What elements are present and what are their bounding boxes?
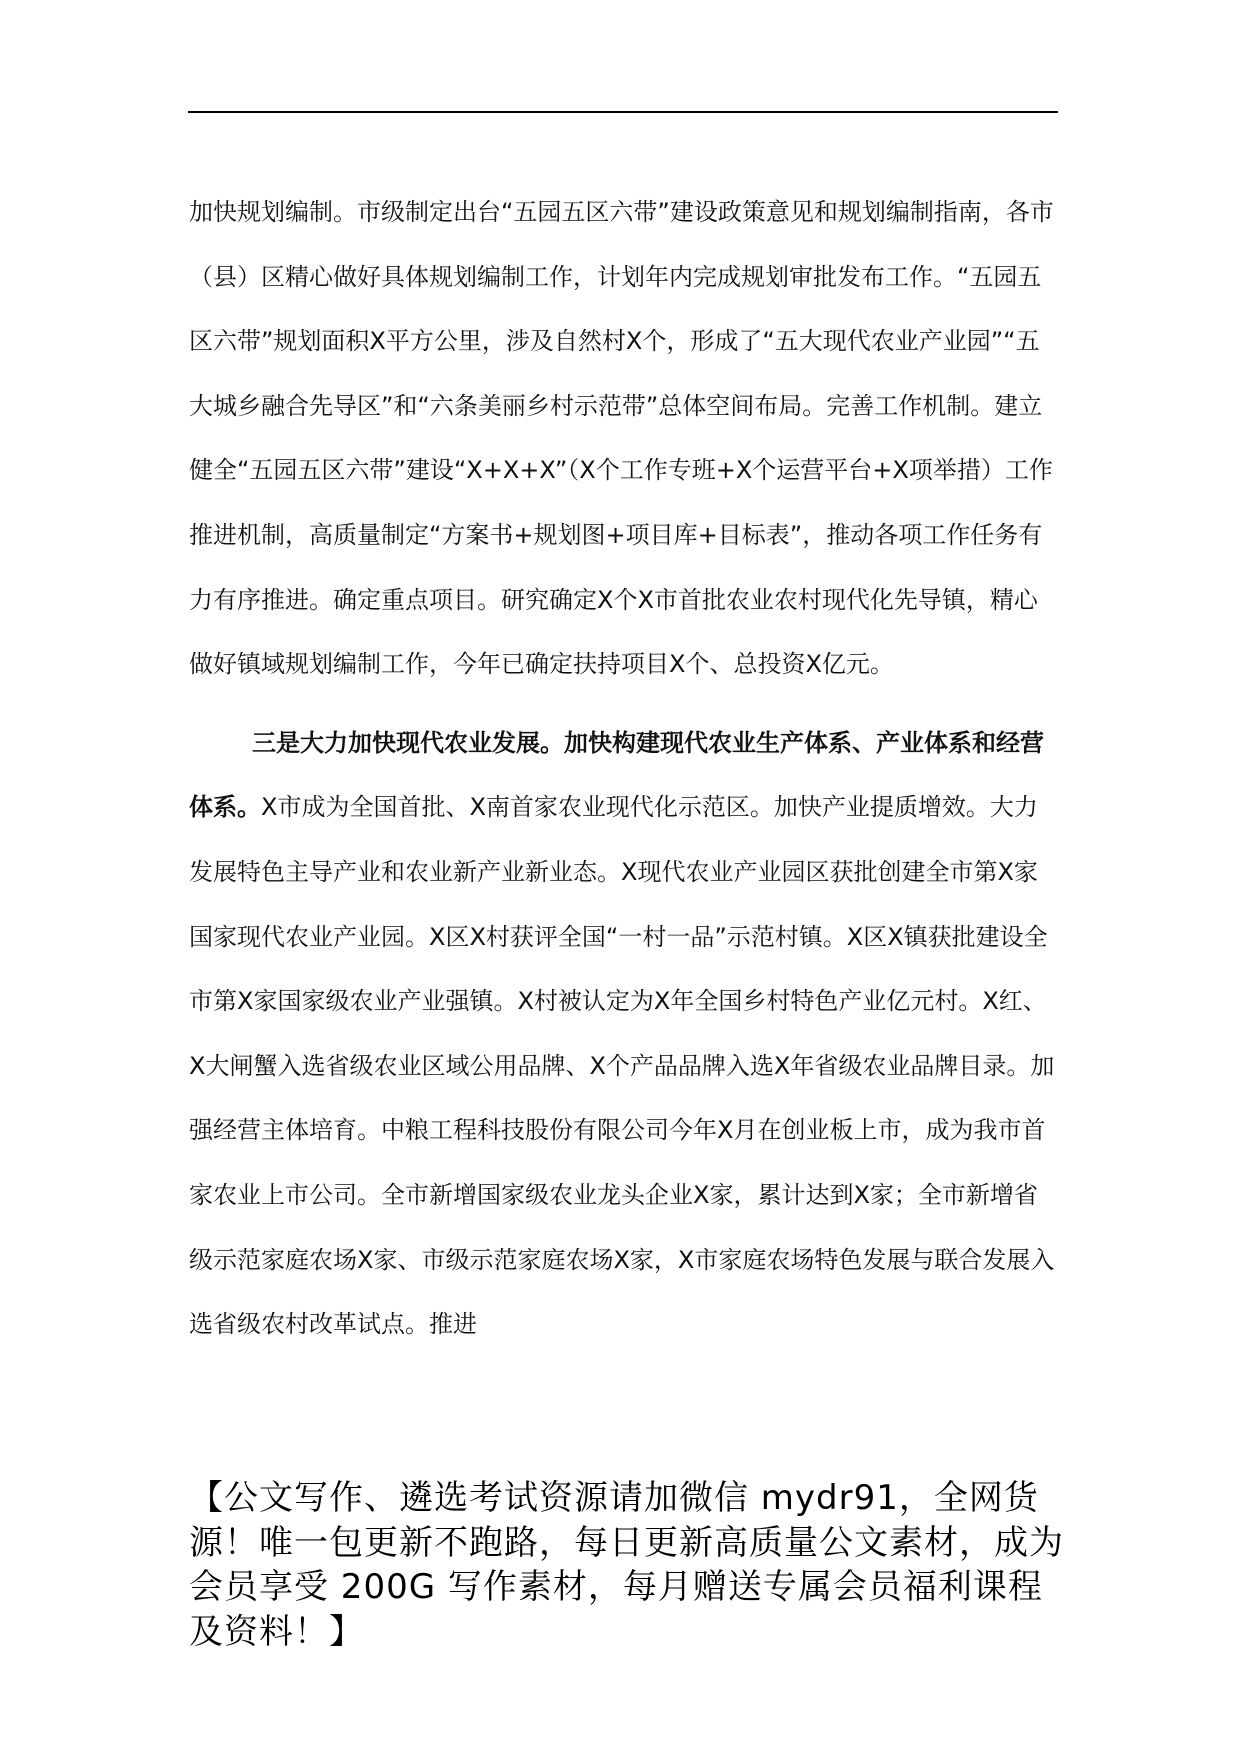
paragraph-2-text: X市成为全国首批、X南首家农业现代化示范区。加快产业提质增效。大力发展特色主导产业和农业新产业新业态。X现代农业产业园区获批创建全市第X家国家现代农业产业园。X区X村获评全国“一村一品”示范村镇。X区X镇获批建设全市第X家国家级农业产业强镇。X村被认定为X年全国乡村特色产业亿元村。X红、X大闸蟹入选省级农业区域公用品牌、X个产品品牌入选X年省级农业品牌目录。加强经营主体培育。中粮工程科技股份有限公司今年X月在创业板上市，成为我市首家农业上市公司。全市新增国家级农业龙头企业X家，累计达到X家；全市新增省级示范家庭农场X家、市级示范家庭农场X家，X市家庭农场特色发展与联合发展入选省级农村改革试点。推进 [189,793,1055,1339]
paragraph-2 [189,711,1055,1357]
paragraph-1: 加快规划编制。市级制定出台“五园五区六带”建设政策意见和规划编制指南，各市（县）区精心做好具体规划编制工作，计划年内完成规划审批发布工作。“五园五区六带”规划面积X平方公里，涉及自然村X个，形成了“五大现代农业产业园”“五大城乡融合先导区”和“六条美丽乡村示范带”总体空间布局。完善工作机制。建立健全“五园五区六带”建设“X+X+X”（X个工作专班+X个运营平台+X项举措）工作推进机制，高质量制定“方案书+规划图+项目库+目标表”，推动各项工作任务有力有序推进。确定重点项目。研究确定X个X市首批农业农村现代化先导镇，精心做好镇域规划编制工作，今年已确定扶持项目X个、总投资X亿元。 [189,198,1054,679]
header-divider [188,111,1058,113]
paragraph-2-heading: 三是大力加快现代农业发展。加快构建现代农业生产体系、产业体系和经营体系。 [189,728,1044,822]
document-body [189,180,1055,1357]
promo-notice: 【公文写作、遴选考试资源请加微信 mydr91，全网货源！唯一包更新不跑路，每日更新高质量公文素材，成为会员享受 200G 写作素材，每月赠送专属会员福利课程及资料！】 [189,1478,1064,1652]
